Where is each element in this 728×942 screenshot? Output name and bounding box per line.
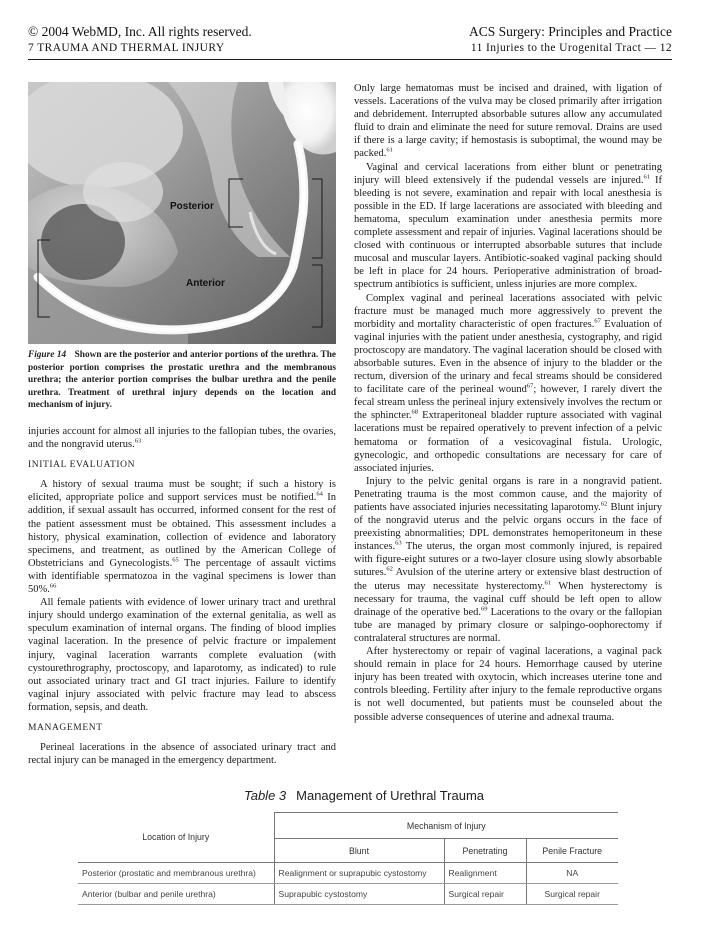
body-paragraph: After hysterectomy or repair of vaginal lacerations, a vaginal pack should remain in place for 24 hours. Hemorrhage caused by uterine injury has been treated with oxytocin, which increases uterine tone and controls bleeding. Fertility after injury to the female reproductive organs is not well documented, but patients must be counseled about the possible adverse consequences of uterine and adnexal trauma. <box>354 646 662 723</box>
body-paragraph: injuries account for almost all injuries to the fallopian tubes, the ovaries, and the nongravid uterus.$^{63}$ <box>28 426 336 451</box>
col-header-blunt: Blunt <box>274 839 444 863</box>
section-heading: 7 TRAUMA AND THERMAL INJURY <box>28 42 225 54</box>
col-header-mechanism: Mechanism of Injury <box>274 813 618 839</box>
figure-label: Figure 14 <box>28 350 67 360</box>
book-title: ACS Surgery: Principles and Practice <box>469 24 672 39</box>
table-cell: NA <box>526 863 618 884</box>
col-header-location: Location of Injury <box>78 813 274 863</box>
body-paragraph: A history of sexual trauma must be sought; if such a history is elicited, appropriate police and support services must be notified.$^{64}$ In addition, if sexual assault has occurred, informed consent for the rest of the patient assessment must be obtained. This assessment includes a history, physical examination, collection of evidence and laboratory specimens, and treatment, as outlined by the American College of Obstetricians and Gynecologists.$^{65}$ The percentage of assault victims with identifiable spermatozoa in the vaginal specimens is lower than 50%.$^{66}$ <box>28 479 336 596</box>
copyright-notice: © 2004 WebMD, Inc. All rights reserved. <box>28 24 252 39</box>
table-number: Table 3 <box>243 788 287 803</box>
urethral-trauma-table <box>78 812 618 905</box>
table-cell: Surgical repair <box>444 884 526 905</box>
table-row <box>78 884 618 905</box>
body-paragraph: Complex vaginal and perineal lacerations associated with pelvic fracture must be managed much more aggressively to prevent the morbidity and mortality characteristic of open fractures.$^{67}$ Evaluation of vaginal injuries with the patient under anesthesia, cystography, and rigid proctoscopy are mandatory. The vaginal laceration should be closed with absorbable sutures. Even in the absence of injury to the bladder or the rectum, diversion of the urinary and fecal streams should be considered to facilitate care of the perineal wound$^{67}$; however, I rarely divert the fecal stream unless the perineal injury extensively involves the rectum or the sphincter.$^{68}$ Extraperitoneal bladder rupture associated with vaginal lacerations must be repaired operatively to prevent infection of a pelvic hematoma or formation of a vesicovaginal fistula. Urologic, gynecologic, and orthopedic consultations are necessary for care of associated injuries. <box>354 292 662 474</box>
figure-caption-text: Shown are the posterior and anterior portions of the urethra. The posterior portion comprises the prostatic urethra and the membranous urethra; the anterior portion comprises the bulbar urethra and the penile urethra. Treatment of urethral injury depends on the location and mechanism of injury. <box>28 350 337 411</box>
urethrogram-image <box>28 82 336 344</box>
left-column <box>28 425 336 767</box>
col-header-penetrating: Penetrating <box>444 839 526 863</box>
heading-management: MANAGEMENT <box>28 722 103 733</box>
col-header-pelvic-fracture: Penile Fracture <box>526 839 618 863</box>
urethrogram-figure <box>28 82 336 344</box>
table-cell: Realignment or suprapubic cystostomy <box>274 863 444 884</box>
right-column <box>354 82 662 724</box>
heading-initial-evaluation: INITIAL EVALUATION <box>28 460 136 471</box>
table-cell: Suprapubic cystostomy <box>274 884 444 905</box>
table-title-text: Management of Urethral Trauma <box>296 788 485 803</box>
body-paragraph: Perineal lacerations in the absence of associated urinary tract and rectal injury can be managed in the emergency department. <box>28 742 336 767</box>
body-paragraph: Injury to the pelvic genital organs is rare in a nongravid patient. Penetrating trauma is the most common cause, and the majority of patients have associated injuries necessitating laparotomy.$^{62}$ Blunt injury of the nongravid uterus and the pelvic organs occurs in the face of preexisting abnormalities; DPL demonstrates hemoperitoneum in these instances.$^{63}$ The uterus, the organ most commonly injured, is repaired with figure-eight sutures or a two-layer closure using slowly absorbable sutures.$^{62}$ Avulsion of the uterine artery or extensive blast destruction of the uterus may necessitate hysterectomy.$^{61}$ When hysterectomy is necessary for trauma, the vaginal cuff should be left open to allow drainage of the operative bed.$^{69}$ Lacerations to the ovary or the fallopian tube are managed by primary closure or salpingo-oophorectomy if contralateral structures are normal. <box>354 475 663 644</box>
chapter-heading: 11 Injuries to the Urogenital Tract — 12 <box>470 42 672 54</box>
header-rule <box>28 59 672 60</box>
body-paragraph: All female patients with evidence of lower urinary tract and urethral injury should undergo examination of the external genitalia, as well as speculum examination of internal organs. The finding of blood implies vaginal laceration. In the presence of pelvic fracture or impalement injury, vaginal laceration warrants complete evaluation (with cystourethrography, proctoscopy, and laparotomy, as indicated) to rule out associated urinary tract and GI tract injuries. Failure to identify vaginal injury associated with pelvic fracture may lead to abscess formation, sepsis, and death. <box>28 597 336 713</box>
table-title <box>0 788 728 803</box>
table-cell: Posterior (prostatic and membranous urethra) <box>78 863 274 884</box>
body-paragraph: Only large hematomas must be incised and drained, with ligation of vessels. Lacerations of the vulva may be closed primarily after irrigation and debridement. Interrupted absorbable sutures allow any accumulated fluid to drain and eliminate the need for suture removal. Drains are used if there is a large cavity; if hemostasis is suboptimal, the wound may be packed.$^{61}$ <box>354 83 662 160</box>
table-cell: Realignment <box>444 863 526 884</box>
anterior-label: Anterior <box>186 278 225 289</box>
table-cell: Anterior (bulbar and penile urethra) <box>78 884 274 905</box>
posterior-label: Posterior <box>170 201 214 212</box>
body-paragraph: Vaginal and cervical lacerations from either blunt or penetrating injury will bleed extensively if the pudendal vessels are injured.$^{61}$ If bleeding is not severe, examination and repair with local anesthesia is possible in the ED. If large lacerations are associated with bleeding and hematoma, speculum examination under anesthesia permits more complete assessment and repair of injuries. Vaginal lacerations should be closed with continuous or interrupted absorbable sutures that include mucosal and muscular layers. Antibiotic-soaked vaginal packing should be left in place for 24 hours. Perioperative administration of broad-spectrum antibiotics is sufficient, unless injuries are more complex. <box>354 161 662 291</box>
table-row <box>78 863 618 884</box>
figure-caption <box>28 349 336 412</box>
table-cell: Surgical repair <box>526 884 618 905</box>
